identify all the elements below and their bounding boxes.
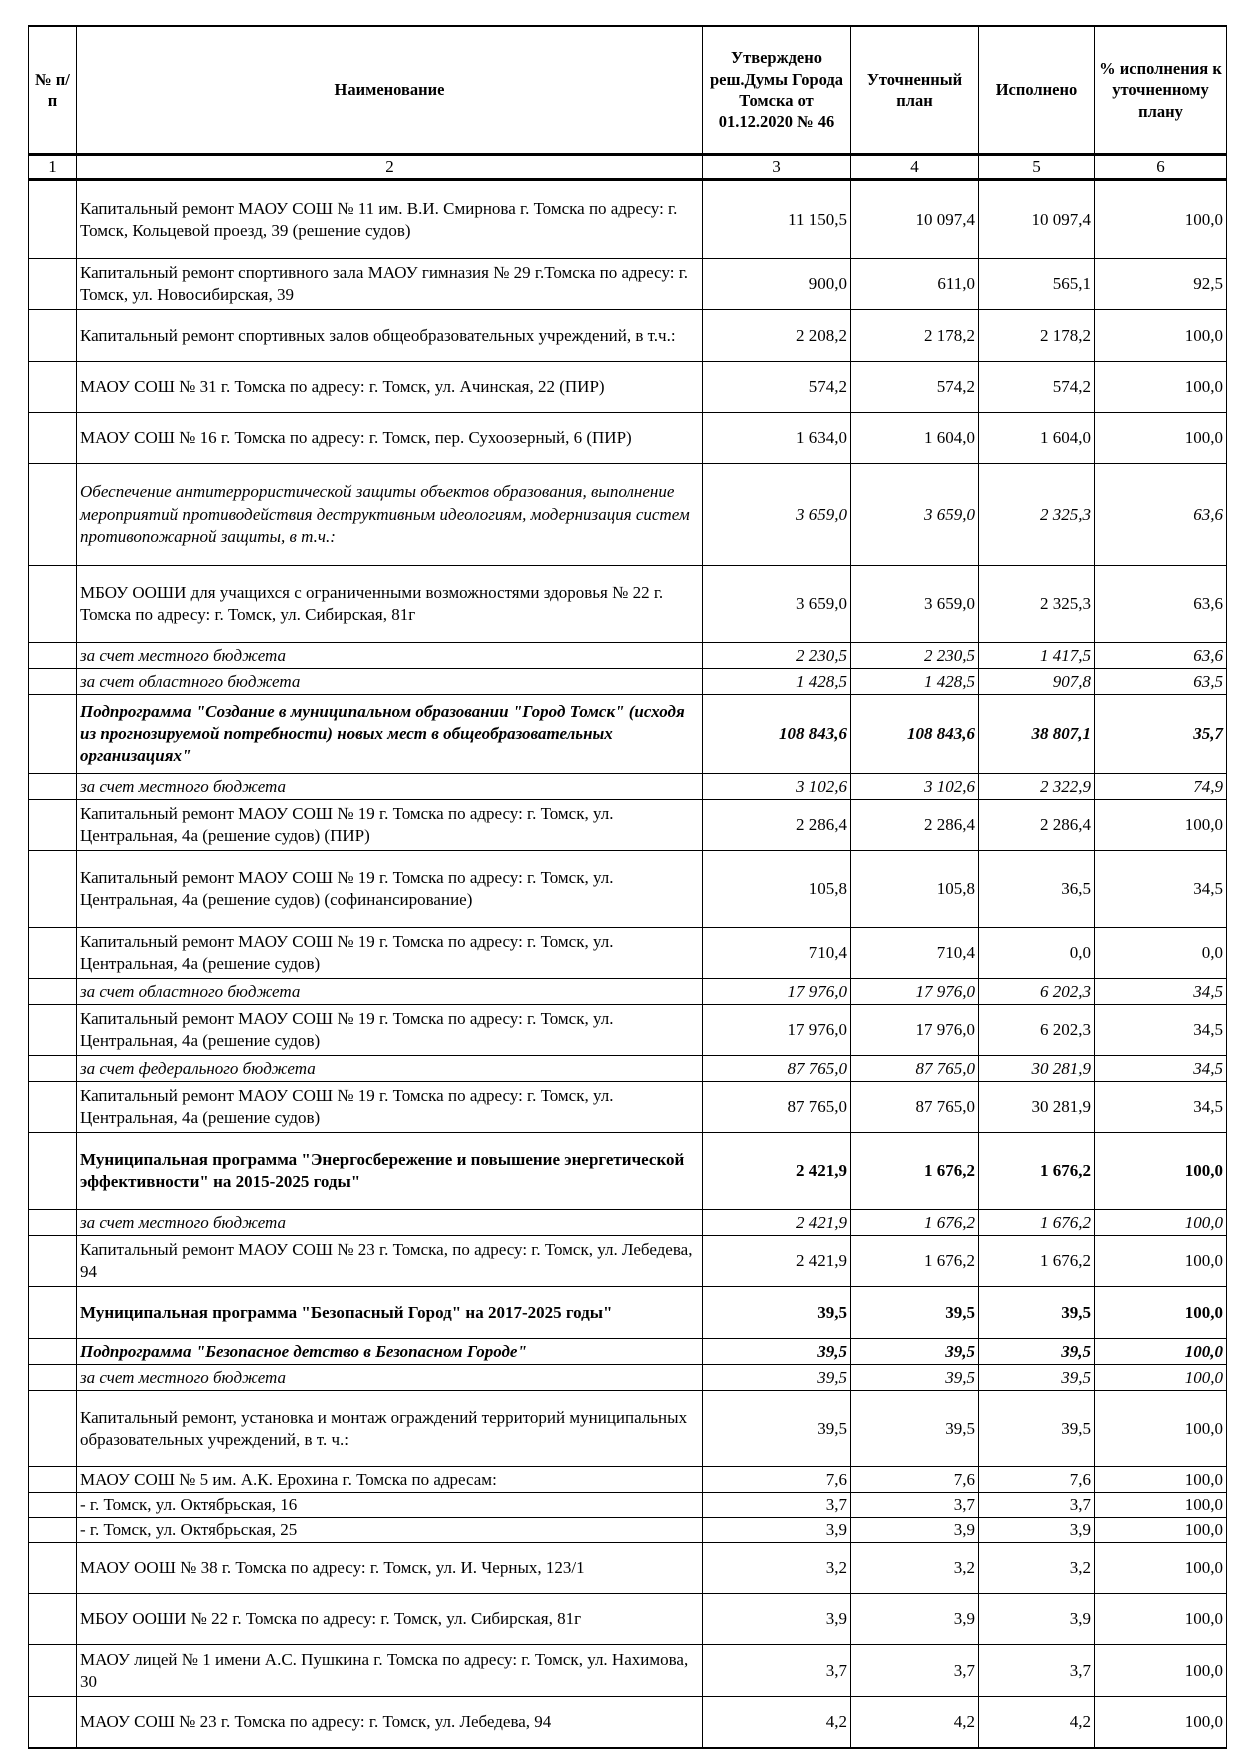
- num-cell: [29, 1365, 77, 1391]
- refined-cell: 3 659,0: [851, 464, 979, 566]
- percent-cell: 100,0: [1095, 1391, 1227, 1467]
- executed-cell: 30 281,9: [979, 1082, 1095, 1133]
- executed-cell: 2 178,2: [979, 310, 1095, 362]
- executed-cell: 1 676,2: [979, 1236, 1095, 1287]
- percent-cell: 34,5: [1095, 851, 1227, 928]
- executed-cell: 1 676,2: [979, 1133, 1095, 1210]
- name-cell: за счет местного бюджета: [77, 643, 703, 669]
- table-row: [29, 464, 1227, 566]
- executed-cell: 30 281,9: [979, 1056, 1095, 1082]
- refined-cell: 611,0: [851, 259, 979, 310]
- num-cell: [29, 464, 77, 566]
- name-cell: Капитальный ремонт МАОУ СОШ № 23 г. Томска, по адресу: г. Томск, ул. Лебедева, 94: [77, 1236, 703, 1287]
- executed-cell: 10 097,4: [979, 180, 1095, 259]
- name-cell: Капитальный ремонт спортивных залов общеобразовательных учреждений, в т.ч.:: [77, 310, 703, 362]
- percent-cell: 100,0: [1095, 1697, 1227, 1748]
- column-number: 6: [1095, 155, 1227, 180]
- refined-cell: 3,2: [851, 1543, 979, 1594]
- num-cell: [29, 928, 77, 979]
- approved-cell: 39,5: [703, 1339, 851, 1365]
- approved-cell: 574,2: [703, 362, 851, 413]
- column-number: 3: [703, 155, 851, 180]
- refined-cell: 1 676,2: [851, 1210, 979, 1236]
- percent-cell: 100,0: [1095, 1645, 1227, 1697]
- approved-cell: 2 421,9: [703, 1236, 851, 1287]
- executed-cell: 2 325,3: [979, 464, 1095, 566]
- num-cell: [29, 1210, 77, 1236]
- header-name: Наименование: [77, 26, 703, 155]
- approved-cell: 3,9: [703, 1594, 851, 1645]
- num-cell: [29, 566, 77, 643]
- percent-cell: 100,0: [1095, 1365, 1227, 1391]
- num-cell: [29, 851, 77, 928]
- percent-cell: 63,6: [1095, 566, 1227, 643]
- table-row: [29, 774, 1227, 800]
- table-body: [29, 180, 1227, 1748]
- num-cell: [29, 643, 77, 669]
- approved-cell: 3 659,0: [703, 464, 851, 566]
- executed-cell: 4,2: [979, 1697, 1095, 1748]
- percent-cell: 63,6: [1095, 464, 1227, 566]
- num-cell: [29, 1133, 77, 1210]
- approved-cell: 900,0: [703, 259, 851, 310]
- refined-cell: 3,9: [851, 1518, 979, 1543]
- name-cell: Обеспечение антитеррористической защиты объектов образования, выполнение мероприятий противодействия деструктивным идеологиям, модернизация систем противопожарной защиты, в т.ч.:: [77, 464, 703, 566]
- percent-cell: 100,0: [1095, 1543, 1227, 1594]
- percent-cell: 63,5: [1095, 669, 1227, 695]
- budget-execution-table: [28, 25, 1227, 1749]
- approved-cell: 3,2: [703, 1543, 851, 1594]
- header-refined: Уточненный план: [851, 26, 979, 155]
- name-cell: Капитальный ремонт МАОУ СОШ № 11 им. В.И. Смирнова г. Томска по адресу: г. Томск, Кольцевой проезд, 39 (решение судов): [77, 180, 703, 259]
- refined-cell: 2 286,4: [851, 800, 979, 851]
- refined-cell: 39,5: [851, 1365, 979, 1391]
- name-cell: МАОУ СОШ № 5 им. А.К. Ерохина г. Томска по адресам:: [77, 1467, 703, 1493]
- num-cell: [29, 1543, 77, 1594]
- approved-cell: 3 659,0: [703, 566, 851, 643]
- percent-cell: 100,0: [1095, 1287, 1227, 1339]
- name-cell: за счет местного бюджета: [77, 1365, 703, 1391]
- refined-cell: 574,2: [851, 362, 979, 413]
- percent-cell: 100,0: [1095, 1467, 1227, 1493]
- approved-cell: 3,7: [703, 1645, 851, 1697]
- refined-cell: 4,2: [851, 1697, 979, 1748]
- refined-cell: 710,4: [851, 928, 979, 979]
- table-row: [29, 928, 1227, 979]
- executed-cell: 0,0: [979, 928, 1095, 979]
- column-number: 5: [979, 155, 1095, 180]
- executed-cell: 574,2: [979, 362, 1095, 413]
- table-row: [29, 800, 1227, 851]
- table-row: [29, 1594, 1227, 1645]
- executed-cell: 2 325,3: [979, 566, 1095, 643]
- percent-cell: 100,0: [1095, 362, 1227, 413]
- num-cell: [29, 413, 77, 464]
- num-cell: [29, 362, 77, 413]
- percent-cell: 92,5: [1095, 259, 1227, 310]
- approved-cell: 2 421,9: [703, 1210, 851, 1236]
- num-cell: [29, 1082, 77, 1133]
- name-cell: МБОУ ООШИ для учащихся с ограниченными возможностями здоровья № 22 г. Томска по адресу: г. Томск, ул. Сибирская, 81г: [77, 566, 703, 643]
- approved-cell: 11 150,5: [703, 180, 851, 259]
- approved-cell: 17 976,0: [703, 979, 851, 1005]
- refined-cell: 2 230,5: [851, 643, 979, 669]
- num-cell: [29, 1645, 77, 1697]
- table-row: [29, 259, 1227, 310]
- refined-cell: 3 659,0: [851, 566, 979, 643]
- approved-cell: 3,7: [703, 1493, 851, 1518]
- executed-cell: 2 322,9: [979, 774, 1095, 800]
- num-cell: [29, 310, 77, 362]
- column-number: 1: [29, 155, 77, 180]
- num-cell: [29, 1287, 77, 1339]
- executed-cell: 3,9: [979, 1518, 1095, 1543]
- executed-cell: 1 417,5: [979, 643, 1095, 669]
- name-cell: Капитальный ремонт МАОУ СОШ № 19 г. Томска по адресу: г. Томск, ул. Центральная, 4а (решение судов): [77, 1005, 703, 1056]
- header-row: [29, 26, 1227, 155]
- name-cell: МАОУ СОШ № 16 г. Томска по адресу: г. Томск, пер. Сухоозерный, 6 (ПИР): [77, 413, 703, 464]
- header-percent: % исполнения к уточненному плану: [1095, 26, 1227, 155]
- table-row: [29, 1210, 1227, 1236]
- table-row: [29, 1493, 1227, 1518]
- num-cell: [29, 1339, 77, 1365]
- approved-cell: 87 765,0: [703, 1082, 851, 1133]
- name-cell: за счет местного бюджета: [77, 774, 703, 800]
- approved-cell: 17 976,0: [703, 1005, 851, 1056]
- table-row: [29, 1391, 1227, 1467]
- percent-cell: 0,0: [1095, 928, 1227, 979]
- executed-cell: 39,5: [979, 1287, 1095, 1339]
- table-row: [29, 669, 1227, 695]
- approved-cell: 39,5: [703, 1391, 851, 1467]
- refined-cell: 10 097,4: [851, 180, 979, 259]
- executed-cell: 36,5: [979, 851, 1095, 928]
- name-cell: Капитальный ремонт МАОУ СОШ № 19 г. Томска по адресу: г. Томск, ул. Центральная, 4а (решение судов): [77, 928, 703, 979]
- table-row: [29, 1543, 1227, 1594]
- refined-cell: 87 765,0: [851, 1056, 979, 1082]
- name-cell: МАОУ СОШ № 31 г. Томска по адресу: г. Томск, ул. Ачинская, 22 (ПИР): [77, 362, 703, 413]
- refined-cell: 39,5: [851, 1391, 979, 1467]
- approved-cell: 4,2: [703, 1697, 851, 1748]
- executed-cell: 1 604,0: [979, 413, 1095, 464]
- num-cell: [29, 1518, 77, 1543]
- executed-cell: 907,8: [979, 669, 1095, 695]
- refined-cell: 3,7: [851, 1645, 979, 1697]
- num-cell: [29, 1005, 77, 1056]
- executed-cell: 6 202,3: [979, 1005, 1095, 1056]
- percent-cell: 100,0: [1095, 1493, 1227, 1518]
- num-cell: [29, 1493, 77, 1518]
- approved-cell: 2 421,9: [703, 1133, 851, 1210]
- executed-cell: 6 202,3: [979, 979, 1095, 1005]
- table-row: [29, 1082, 1227, 1133]
- num-cell: [29, 180, 77, 259]
- percent-cell: 100,0: [1095, 800, 1227, 851]
- executed-cell: 3,9: [979, 1594, 1095, 1645]
- name-cell: Капитальный ремонт спортивного зала МАОУ гимназия № 29 г.Томска по адресу: г. Томск, ул. Новосибирская, 39: [77, 259, 703, 310]
- executed-cell: 38 807,1: [979, 695, 1095, 774]
- table-row: [29, 695, 1227, 774]
- approved-cell: 7,6: [703, 1467, 851, 1493]
- percent-cell: 63,6: [1095, 643, 1227, 669]
- name-cell: МАОУ СОШ № 23 г. Томска по адресу: г. Томск, ул. Лебедева, 94: [77, 1697, 703, 1748]
- percent-cell: 100,0: [1095, 1339, 1227, 1365]
- refined-cell: 1 676,2: [851, 1236, 979, 1287]
- name-cell: - г. Томск, ул. Октябрьская, 25: [77, 1518, 703, 1543]
- num-cell: [29, 1236, 77, 1287]
- table-row: [29, 1005, 1227, 1056]
- name-cell: - г. Томск, ул. Октябрьская, 16: [77, 1493, 703, 1518]
- refined-cell: 39,5: [851, 1287, 979, 1339]
- header-approved: Утверждено реш.Думы Города Томска от 01.12.2020 № 46: [703, 26, 851, 155]
- refined-cell: 17 976,0: [851, 1005, 979, 1056]
- name-cell: за счет местного бюджета: [77, 1210, 703, 1236]
- name-cell: Капитальный ремонт, установка и монтаж ограждений территорий муниципальных образовательных учреждений, в т. ч.:: [77, 1391, 703, 1467]
- refined-cell: 87 765,0: [851, 1082, 979, 1133]
- num-cell: [29, 1697, 77, 1748]
- column-number: 2: [77, 155, 703, 180]
- table-row: [29, 310, 1227, 362]
- refined-cell: 39,5: [851, 1339, 979, 1365]
- num-cell: [29, 774, 77, 800]
- table-row: [29, 180, 1227, 259]
- name-cell: Капитальный ремонт МАОУ СОШ № 19 г. Томска по адресу: г. Томск, ул. Центральная, 4а (решение судов): [77, 1082, 703, 1133]
- approved-cell: 108 843,6: [703, 695, 851, 774]
- name-cell: МАОУ лицей № 1 имени А.С. Пушкина г. Томска по адресу: г. Томск, ул. Нахимова, 30: [77, 1645, 703, 1697]
- approved-cell: 2 286,4: [703, 800, 851, 851]
- table-row: [29, 362, 1227, 413]
- refined-cell: 7,6: [851, 1467, 979, 1493]
- table-row: [29, 1339, 1227, 1365]
- approved-cell: 3 102,6: [703, 774, 851, 800]
- executed-cell: 1 676,2: [979, 1210, 1095, 1236]
- percent-cell: 100,0: [1095, 1236, 1227, 1287]
- approved-cell: 39,5: [703, 1365, 851, 1391]
- approved-cell: 2 208,2: [703, 310, 851, 362]
- num-cell: [29, 669, 77, 695]
- refined-cell: 1 428,5: [851, 669, 979, 695]
- header-num: № п/п: [29, 26, 77, 155]
- refined-cell: 3,7: [851, 1493, 979, 1518]
- approved-cell: 1 428,5: [703, 669, 851, 695]
- num-cell: [29, 259, 77, 310]
- table-row: [29, 1518, 1227, 1543]
- name-cell: Капитальный ремонт МАОУ СОШ № 19 г. Томска по адресу: г. Томск, ул. Центральная, 4а (решение судов) (ПИР): [77, 800, 703, 851]
- percent-cell: 100,0: [1095, 180, 1227, 259]
- num-cell: [29, 979, 77, 1005]
- table-row: [29, 851, 1227, 928]
- name-cell: МБОУ ООШИ № 22 г. Томска по адресу: г. Томск, ул. Сибирская, 81г: [77, 1594, 703, 1645]
- executed-cell: 39,5: [979, 1391, 1095, 1467]
- executed-cell: 3,2: [979, 1543, 1095, 1594]
- refined-cell: 105,8: [851, 851, 979, 928]
- table-row: [29, 1236, 1227, 1287]
- num-cell: [29, 1467, 77, 1493]
- table-row: [29, 1133, 1227, 1210]
- num-cell: [29, 800, 77, 851]
- executed-cell: 39,5: [979, 1339, 1095, 1365]
- refined-cell: 3,9: [851, 1594, 979, 1645]
- percent-cell: 100,0: [1095, 1210, 1227, 1236]
- name-cell: Муниципальная программа "Энергосбережение и повышение энергетической эффективности" на 2015-2025 годы": [77, 1133, 703, 1210]
- refined-cell: 1 676,2: [851, 1133, 979, 1210]
- table-row: [29, 643, 1227, 669]
- executed-cell: 3,7: [979, 1645, 1095, 1697]
- column-number-row: [29, 155, 1227, 180]
- name-cell: Подпрограмма "Безопасное детство в Безопасном Городе": [77, 1339, 703, 1365]
- name-cell: за счет областного бюджета: [77, 669, 703, 695]
- percent-cell: 100,0: [1095, 413, 1227, 464]
- executed-cell: 565,1: [979, 259, 1095, 310]
- table-row: [29, 1365, 1227, 1391]
- num-cell: [29, 1594, 77, 1645]
- refined-cell: 1 604,0: [851, 413, 979, 464]
- approved-cell: 39,5: [703, 1287, 851, 1339]
- percent-cell: 100,0: [1095, 310, 1227, 362]
- percent-cell: 34,5: [1095, 1082, 1227, 1133]
- percent-cell: 100,0: [1095, 1518, 1227, 1543]
- num-cell: [29, 695, 77, 774]
- percent-cell: 34,5: [1095, 979, 1227, 1005]
- approved-cell: 3,9: [703, 1518, 851, 1543]
- name-cell: МАОУ ООШ № 38 г. Томска по адресу: г. Томск, ул. И. Черных, 123/1: [77, 1543, 703, 1594]
- name-cell: за счет федерального бюджета: [77, 1056, 703, 1082]
- approved-cell: 1 634,0: [703, 413, 851, 464]
- refined-cell: 108 843,6: [851, 695, 979, 774]
- refined-cell: 17 976,0: [851, 979, 979, 1005]
- name-cell: Подпрограмма "Создание в муниципальном образовании "Город Томск" (исходя из прогнозируемой потребности) новых мест в общеобразовательных организациях": [77, 695, 703, 774]
- name-cell: за счет областного бюджета: [77, 979, 703, 1005]
- table-row: [29, 413, 1227, 464]
- table-row: [29, 566, 1227, 643]
- percent-cell: 35,7: [1095, 695, 1227, 774]
- num-cell: [29, 1056, 77, 1082]
- num-cell: [29, 1391, 77, 1467]
- percent-cell: 100,0: [1095, 1133, 1227, 1210]
- table-row: [29, 1287, 1227, 1339]
- percent-cell: 34,5: [1095, 1005, 1227, 1056]
- executed-cell: 7,6: [979, 1467, 1095, 1493]
- percent-cell: 100,0: [1095, 1594, 1227, 1645]
- table-row: [29, 1467, 1227, 1493]
- percent-cell: 74,9: [1095, 774, 1227, 800]
- table-row: [29, 979, 1227, 1005]
- approved-cell: 105,8: [703, 851, 851, 928]
- name-cell: Муниципальная программа "Безопасный Город" на 2017-2025 годы": [77, 1287, 703, 1339]
- percent-cell: 34,5: [1095, 1056, 1227, 1082]
- table-row: [29, 1645, 1227, 1697]
- executed-cell: 39,5: [979, 1365, 1095, 1391]
- name-cell: Капитальный ремонт МАОУ СОШ № 19 г. Томска по адресу: г. Томск, ул. Центральная, 4а (решение судов) (софинансирование): [77, 851, 703, 928]
- executed-cell: 3,7: [979, 1493, 1095, 1518]
- approved-cell: 2 230,5: [703, 643, 851, 669]
- approved-cell: 710,4: [703, 928, 851, 979]
- table-row: [29, 1697, 1227, 1748]
- executed-cell: 2 286,4: [979, 800, 1095, 851]
- approved-cell: 87 765,0: [703, 1056, 851, 1082]
- column-number: 4: [851, 155, 979, 180]
- refined-cell: 3 102,6: [851, 774, 979, 800]
- table-row: [29, 1056, 1227, 1082]
- header-executed: Исполнено: [979, 26, 1095, 155]
- refined-cell: 2 178,2: [851, 310, 979, 362]
